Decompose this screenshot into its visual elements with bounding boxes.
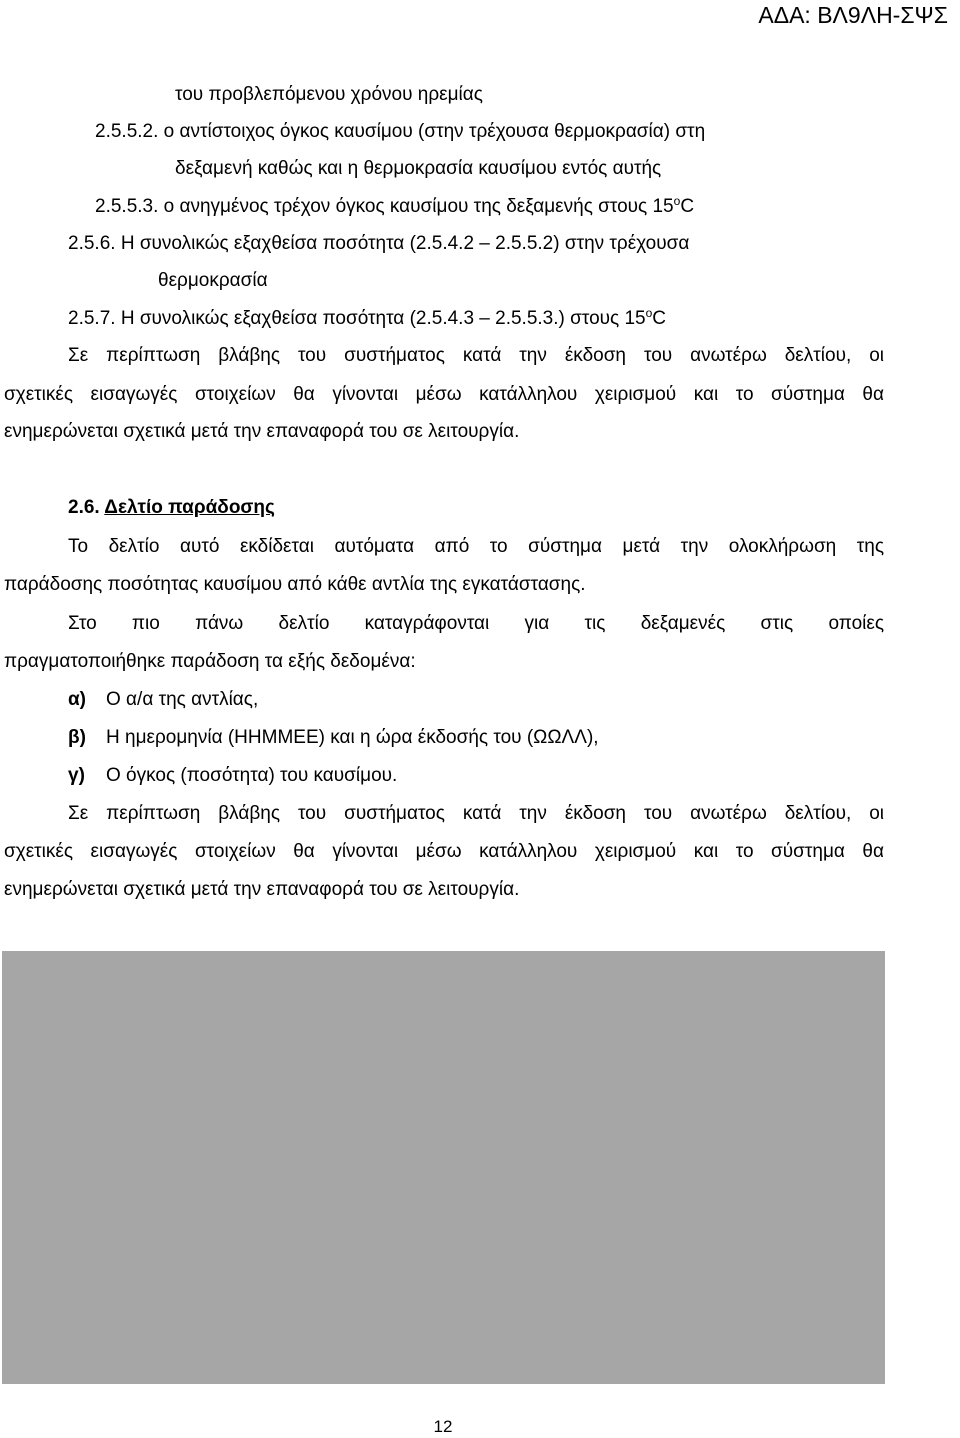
list-item-c: γ) Ο όγκος (ποσότητα) του καυσίμου. [68, 765, 398, 786]
list-label-c: γ) [68, 765, 85, 786]
section-p1-line2: παράδοσης ποσότητας καυσίμου από κάθε αντλία της εγκατάστασης. [4, 574, 586, 595]
section-title: Δελτίο παράδοσης [104, 497, 275, 518]
list-item-a: α) Ο α/α της αντλίας, [68, 689, 259, 710]
list-item-2553: 2.5.5.3. ο ανηγμένος τρέχον όγκος καυσίμου της δεξαμενής στους 15$^o$C [95, 194, 695, 217]
list-item-2552-cont: δεξαμενή καθώς και η θερμοκρασία καυσίμου εντός αυτής [175, 158, 662, 179]
list-label-b: β) [68, 727, 86, 748]
section-p2-line2: πραγματοποιήθηκε παράδοση τα εξής δεδομένα: [4, 651, 416, 672]
section-p3-line2: σχετικές εισαγωγές στοιχείων θα γίνονται μέσω κατάλληλου χειρισμού και το σύστημα θα [4, 841, 884, 862]
section-p2-line1: Στο πιο πάνω δελτίο καταγράφονται για τις δεξαμενές στις οποίες [68, 613, 884, 634]
para1-line1: Σε περίπτωση βλάβης του συστήματος κατά την έκδοση του ανωτέρω δελτίου, οι [68, 345, 884, 366]
gray-image-block [2, 951, 885, 1384]
section-p3-line1: Σε περίπτωση βλάβης του συστήματος κατά την έκδοση του ανωτέρω δελτίου, οι [68, 803, 884, 824]
list-item-256: 2.5.6. Η συνολικώς εξαχθείσα ποσότητα (2.5.4.2 – 2.5.5.2) στην τρέχουσα [68, 233, 690, 254]
para1-line3: ενημερώνεται σχετικά μετά την επαναφορά του σε λειτουργία. [4, 421, 520, 442]
para1-line2: σχετικές εισαγωγές στοιχείων θα γίνονται μέσω κατάλληλου χειρισμού και το σύστημα θα [4, 384, 884, 405]
list-continuation: του προβλεπόμενου χρόνου ηρεμίας [175, 84, 483, 105]
ada-code: ΑΔΑ: ΒΛ9ΛΗ-ΣΨΣ [758, 2, 948, 28]
list-item-b: β) Η ημερομηνία (ΗΗΜΜΕΕ) και η ώρα έκδοσής του (ΩΩΛΛ), [68, 727, 599, 748]
section-number: 2.6. [68, 497, 100, 518]
list-item-256-cont: θερμοκρασία [158, 270, 268, 291]
page-number: 12 [433, 1417, 453, 1436]
section-heading [68, 497, 275, 519]
list-item-257: 2.5.7. Η συνολικώς εξαχθείσα ποσότητα (2.5.4.3 – 2.5.5.3.) στους 15$^o$C [68, 306, 667, 329]
list-item-2552: 2.5.5.2. ο αντίστοιχος όγκος καυσίμου (στην τρέχουσα θερμοκρασία) στη [95, 121, 706, 142]
list-label-a: α) [68, 689, 87, 710]
section-p1-line1: Το δελτίο αυτό εκδίδεται αυτόματα από το σύστημα μετά την ολοκλήρωση της [68, 536, 884, 557]
section-p3-line3: ενημερώνεται σχετικά μετά την επαναφορά του σε λειτουργία. [4, 879, 520, 900]
